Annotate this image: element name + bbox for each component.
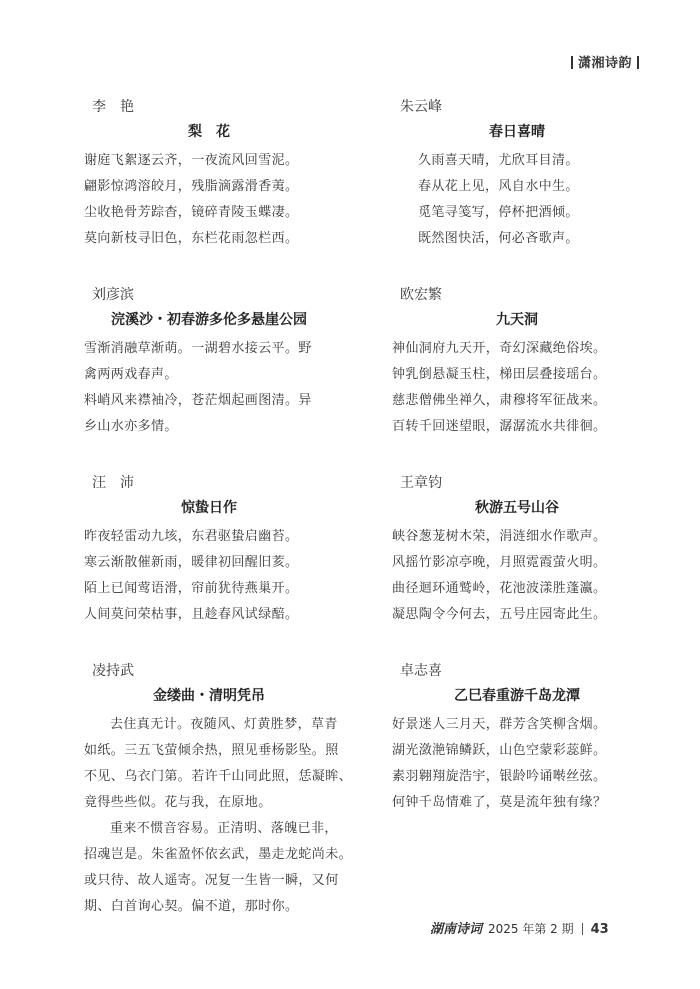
- poem-author: 王章钧: [400, 475, 442, 491]
- page-footer: [430, 918, 640, 938]
- poem: [84, 662, 353, 920]
- poem-author: 李 艳: [92, 99, 134, 115]
- poem-author: 欧宏繁: [400, 287, 442, 303]
- poem-title: 乙巳春重游千岛龙潭: [454, 688, 580, 704]
- poem-line: 既然图快活，何必吝歌声。: [418, 231, 579, 246]
- poem-line: 尘收艳骨芳踪杳，镜碎青陵玉蝶凄。: [84, 205, 299, 220]
- poem-title: 九天洞: [496, 312, 538, 328]
- poem-line: 不见、乌衣门第。若许千山同此照，恁凝眸、: [84, 769, 353, 784]
- poem-title: 春日喜晴: [489, 124, 545, 140]
- poem-title: 秋游五号山谷: [475, 500, 559, 516]
- poem: [392, 98, 642, 252]
- poem-title: 浣溪沙・初春游多伦多悬崖公园: [111, 312, 307, 328]
- poem-line: 竟得些些似。花与我，在原地。: [84, 795, 272, 810]
- poem-author: 卓志喜: [400, 663, 442, 679]
- poem-line: 料峭风来襟袖冷，苍茫烟起画图清。异: [84, 393, 312, 408]
- poem-line: 素羽翱翔旋浩宇，银龄吟诵啭丝弦。: [392, 769, 607, 784]
- poem-line: 重来不惯音容易。正清明、落魄已非，: [110, 821, 338, 836]
- poem-author: 刘彦滨: [92, 287, 134, 303]
- poem-line: 如纸。三五飞萤倾余热，照见垂杨影坠。照: [84, 743, 339, 758]
- poem-line: 寒云渐散催新雨，暖律初回醒旧荄。: [84, 555, 299, 570]
- poem-title: 金缕曲・清明凭吊: [153, 688, 265, 704]
- poem-line: 好景迷人三月天，群芳含笑柳含烟。: [392, 717, 607, 732]
- poem-line: 风摇竹影凉亭晚，月照霓霞萤火明。: [392, 555, 607, 570]
- poem-line: 招魂岂是。朱雀盈怀依玄武，墨走龙蛇尚未。: [84, 847, 353, 862]
- poem-author: 凌持武: [92, 663, 134, 679]
- poem-line: 或只待、故人遥寄。况复一生皆一瞬，又何: [84, 873, 339, 888]
- poem-line: 去住真无计。夜随风、灯黄胜梦，草青: [110, 717, 338, 732]
- poem-line: 翩影惊鸿溶皎月，残脂滴露滑香荑。: [84, 179, 299, 194]
- poem-line: 何钟千岛情难了，莫是流年独有缘？: [392, 795, 607, 810]
- poem-line: 湖光潋滟锦鳞跃，山色空蒙彩蕊鲜。: [392, 743, 607, 758]
- section-title: 潇湘诗韵: [577, 56, 632, 71]
- poem-line: 春从花上见，风自水中生。: [418, 179, 579, 194]
- issue-label: 2025 年第 2 期: [488, 922, 574, 936]
- poem: [84, 474, 334, 628]
- poem-line: 曲径迴环通鹫岭，花池波漾胜蓬瀛。: [392, 581, 607, 596]
- poem: [392, 286, 642, 440]
- poem-line: 凝思陶令今何去，五号庄园寄此生。: [392, 607, 607, 622]
- poem-line: 人间莫问荣枯事，且趁春风试绿醅。: [84, 607, 299, 622]
- right-column: [392, 98, 642, 816]
- poem: [84, 98, 334, 252]
- poem-author: 汪 沛: [92, 475, 134, 491]
- poem: [392, 474, 642, 628]
- poem-line: 昨夜轻雷动九垓，东君驱蛰启幽苔。: [84, 529, 299, 544]
- poem-line: 神仙洞府九天开，奇幻深藏绝俗埃。: [392, 341, 607, 356]
- header-divider: [637, 56, 639, 69]
- left-column: [84, 98, 353, 920]
- poem-line: 莫向新枝寻旧色，东栏花雨忽栏西。: [84, 231, 299, 246]
- header-divider: [571, 56, 573, 69]
- section-header: [566, 52, 644, 71]
- poem-line: 百转千回迷望眼，潺潺流水共徘徊。: [392, 419, 607, 434]
- poem-line: 久雨喜天晴，尤欣耳目清。: [418, 153, 579, 168]
- poem-title: 梨 花: [188, 124, 230, 140]
- poem-line: 禽两两戏春声。: [84, 367, 178, 382]
- poem-line: 慈悲僧佛坐禅久，肃穆将军征战来。: [392, 393, 607, 408]
- magazine-logo: 湖南诗词: [430, 922, 483, 937]
- poem-line: 觅笔寻笺写，停杯把酒倾。: [418, 205, 579, 220]
- poem-title: 惊蛰日作: [181, 500, 237, 516]
- poem-line: 陌上已闻莺语滑，帘前犹待燕巢开。: [84, 581, 299, 596]
- poem-author: 朱云峰: [400, 99, 442, 115]
- footer-divider: [582, 923, 583, 935]
- poem: [84, 286, 334, 440]
- poem-line: 谢庭飞絮逐云齐，一夜流风回雪泥。: [84, 153, 299, 168]
- poem: [392, 662, 642, 816]
- poem-line: 乡山水亦多情。: [84, 419, 178, 434]
- poem-line: 峡谷葱茏树木荣，涓涟细水作歌声。: [392, 529, 607, 544]
- poem-line: 钟乳倒悬凝玉柱，梯田层叠接瑶台。: [392, 367, 607, 382]
- page-number: 43: [590, 922, 609, 937]
- poem-line: 期、白首询心契。偏不道，那时你。: [84, 899, 299, 914]
- poem-line: 雪渐消融草渐萌。一湖碧水接云平。野: [84, 341, 312, 356]
